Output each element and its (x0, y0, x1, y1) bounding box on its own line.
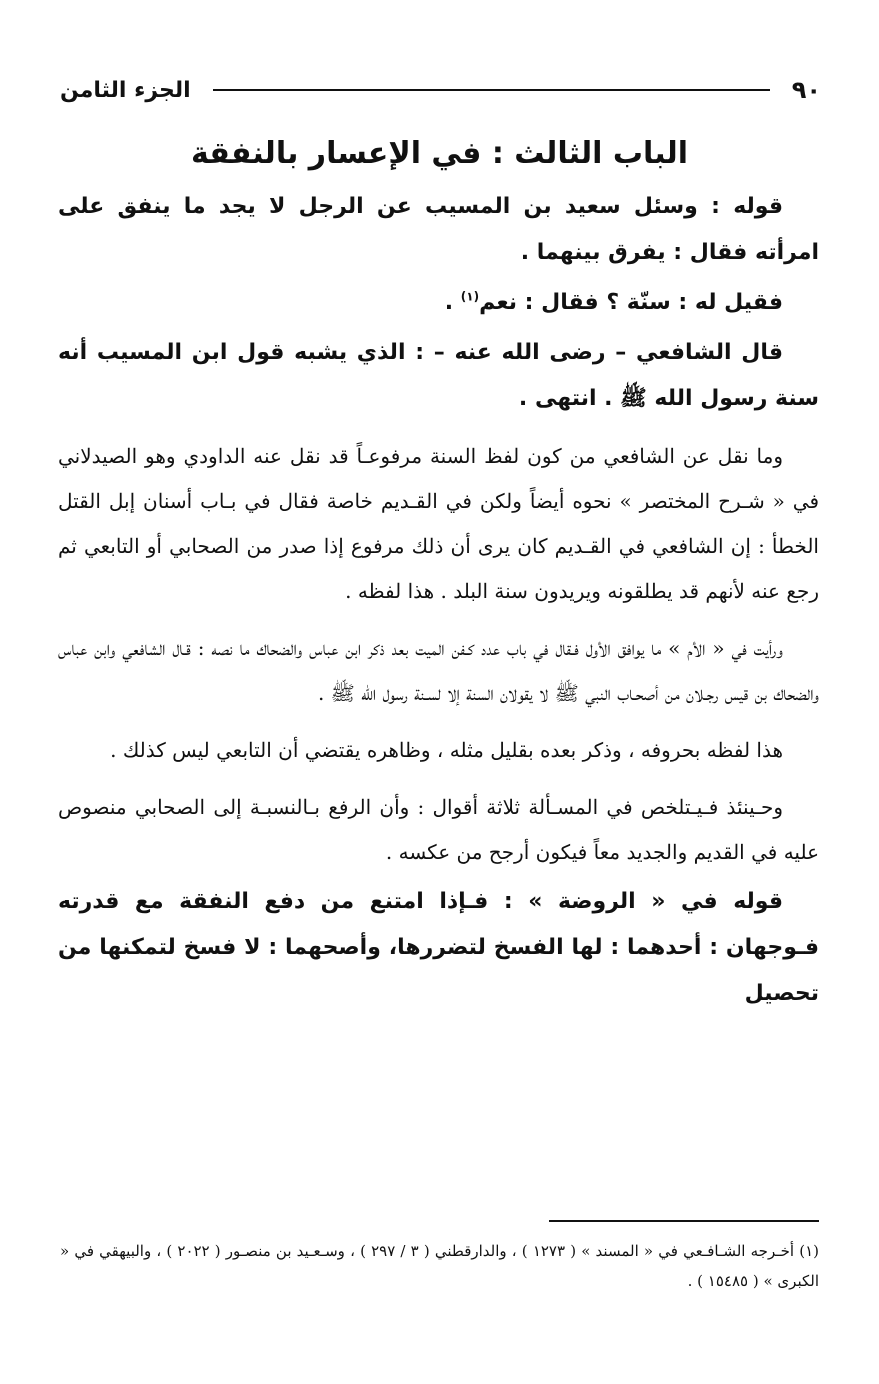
page-number: ٩٠ (791, 76, 821, 104)
commentary-paragraph-4: وحـينئذ فـيـتلخص في المسـألة ثلاثة أقوال : وأن الرفع بـالنسبـة إلى الصحابي منصوص عليه في القديم والجديد معاً فيكون أرجح من عكسه . (58, 795, 819, 864)
commentary-paragraph-2: ورأيت في « الأم » ما يوافق الأول فـقال في باب عدد كـفن الميت بعد ذكر ابن عباس والضحاك ما نصه : قـال الشافعي وابن عباس والضحاك بن قيس رجـلان من أصحـاب النبي ﷺ لا يقولان السنة إلا لسـنة رسول الله ﷺ . (58, 636, 819, 705)
quote-paragraph-2-text: فقيل له : سنّة ؟ فقال : نعم (479, 290, 783, 315)
quote-paragraph-4: قوله في « الروضة » : فـإذا امتنع من دفع النفقة مع قدرته فـوجهان : أحدهما : لها الفسخ لتضررها، وأصحهما : لا فسخ لتمكنها من تحصيل (58, 889, 819, 1006)
running-header (60, 70, 821, 110)
part-name: الجزء الثامن (60, 77, 191, 103)
quote-paragraph-3: قال الشافعي – رضى الله عنه – : الذي يشبه قول ابن المسيب أنه سنة رسول الله ﷺ . انتهى . (58, 340, 819, 411)
footnote-1: (١) أخـرجه الشـافـعي في « المسند » ( ١٢٧٣ ) ، والدارقطني ( ٣ / ٢٩٧ ) ، وسـعـيد بن منصـور ( ٢٠٢٢ ) ، والبيهقي في « الكبرى » ( ١٥٤٨٥ ) . (60, 1242, 819, 1290)
footnote-rule (549, 1220, 819, 1222)
page-body (58, 184, 819, 1017)
quote-paragraph-2-end: . (444, 290, 461, 315)
quote-paragraph-2 (58, 280, 819, 326)
footnote-reference: (١) (460, 289, 480, 304)
header-rule (213, 89, 770, 91)
chapter-title: الباب الثالث : في الإعسار بالنفقة (190, 136, 689, 171)
quote-paragraph-1: قوله : وسئل سعيد بن المسيب عن الرجل لا يجد ما ينفق على امرأته فقال : يفرق بينهما . (58, 194, 819, 265)
footnotes (60, 1236, 819, 1296)
commentary-paragraph-3: هذا لفظه بحروفه ، وذكر بعده بقليل مثله ، وظاهره يقتضي أن التابعي ليس كذلك . (110, 738, 783, 762)
commentary-paragraph-1: وما نقل عن الشافعي من كون لفظ السنة مرفوعـاً قد نقل عنه الداودي وهو الصيدلاني في « شـرح المختصر » نحوه أيضاً ولكن في القـديم خاصة فقال في بـاب أسنان إبل القتل الخطأ : إن الشافعي في القـديم كان يرى أن ذلك مرفوع إذا صدر من الصحابي أو التابعي ثم رجع عنه لأنهم قد يطلقونه ويريدون سنة البلد . هذا لفظه . (58, 444, 819, 603)
